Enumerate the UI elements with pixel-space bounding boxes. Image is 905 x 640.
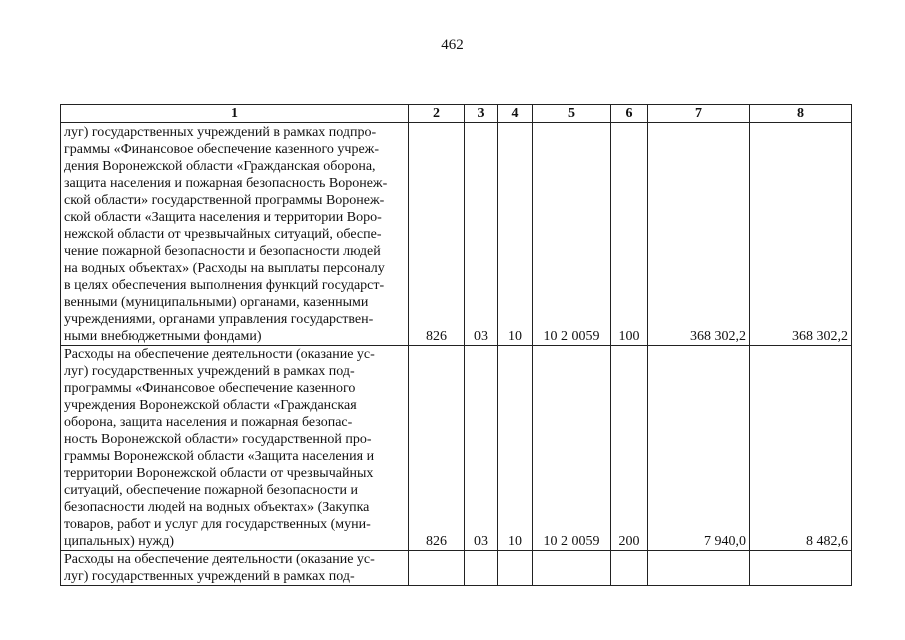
table-header-row — [61, 105, 852, 123]
column-header-4: 4 — [498, 105, 533, 123]
cell-sum-1: 368 302,2 — [648, 123, 750, 346]
row-description — [61, 123, 409, 346]
row-description — [61, 551, 409, 586]
cell-sum-1 — [648, 551, 750, 586]
cell-sum-1: 7 940,0 — [648, 346, 750, 551]
description-line: территории Воронежской области от чрезвычайных — [64, 466, 374, 481]
cell-pr: 10 — [498, 123, 533, 346]
cell-rz: 03 — [465, 123, 498, 346]
cell-rz — [465, 551, 498, 586]
description-line: в целях обеспечения выполнения функций государст- — [64, 278, 385, 293]
cell-grbs — [409, 551, 465, 586]
cell-sum-2: 8 482,6 — [750, 346, 852, 551]
column-header-6: 6 — [611, 105, 648, 123]
description-line: учреждения Воронежской области «Гражданская — [64, 398, 357, 413]
cell-csr: 10 2 0059 — [533, 123, 611, 346]
description-line: оборона, защита населения и пожарная безопас- — [64, 415, 353, 430]
cell-pr: 10 — [498, 346, 533, 551]
description-line: нежской области от чрезвычайных ситуаций, обеспе- — [64, 227, 382, 242]
column-header-8: 8 — [750, 105, 852, 123]
description-line: безопасности людей на водных объектах» (Закупка — [64, 500, 370, 515]
description-line: защита населения и пожарная безопасность Воронеж- — [64, 176, 388, 191]
cell-csr: 10 2 0059 — [533, 346, 611, 551]
description-line: граммы Воронежской области «Защита населения и — [64, 449, 375, 464]
description-line: луг) государственных учреждений в рамках под- — [64, 364, 355, 379]
cell-sum-2: 368 302,2 — [750, 123, 852, 346]
cell-vr — [611, 551, 648, 586]
description-line: чение пожарной безопасности и безопасности людей — [64, 244, 381, 259]
row-description — [61, 346, 409, 551]
description-line: луг) государственных учреждений в рамках подпро- — [64, 125, 377, 140]
cell-vr: 200 — [611, 346, 648, 551]
cell-csr — [533, 551, 611, 586]
description-line: дения Воронежской области «Гражданская оборона, — [64, 159, 376, 174]
description-line: на водных объектах» (Расходы на выплаты персоналу — [64, 261, 385, 276]
cell-grbs: 826 — [409, 123, 465, 346]
description-line: Расходы на обеспечение деятельности (оказание ус- — [64, 552, 375, 567]
description-line: ской области «Защита населения и территории Воро- — [64, 210, 382, 225]
cell-rz: 03 — [465, 346, 498, 551]
cell-sum-2 — [750, 551, 852, 586]
description-line: граммы «Финансовое обеспечение казенного учреж- — [64, 142, 379, 157]
description-line: товаров, работ и услуг для государственных (муни- — [64, 517, 371, 532]
description-line: учреждениями, органами управления государствен- — [64, 312, 374, 327]
description-line: программы «Финансовое обеспечение казенного — [64, 381, 356, 396]
table-row — [61, 551, 852, 586]
cell-vr: 100 — [611, 123, 648, 346]
page-number: 462 — [441, 37, 464, 53]
column-header-1: 1 — [61, 105, 409, 123]
column-header-2: 2 — [409, 105, 465, 123]
description-line: Расходы на обеспечение деятельности (оказание ус- — [64, 347, 375, 362]
description-line: луг) государственных учреждений в рамках под- — [64, 569, 355, 584]
table-row — [61, 346, 852, 551]
column-header-3: 3 — [465, 105, 498, 123]
description-line: венными (муниципальными) органами, казенными — [64, 295, 369, 310]
description-line: ными внебюджетными фондами) — [64, 329, 262, 344]
table-row — [61, 123, 852, 346]
description-line: ципальных) нужд) — [64, 534, 175, 549]
cell-pr — [498, 551, 533, 586]
description-line: ской области» государственной программы Воронеж- — [64, 193, 385, 208]
description-line: ситуаций, обеспечение пожарной безопасности и — [64, 483, 359, 498]
column-header-7: 7 — [648, 105, 750, 123]
description-line: ность Воронежской области» государственной про- — [64, 432, 372, 447]
column-header-5: 5 — [533, 105, 611, 123]
cell-grbs: 826 — [409, 346, 465, 551]
budget-table — [60, 104, 852, 586]
